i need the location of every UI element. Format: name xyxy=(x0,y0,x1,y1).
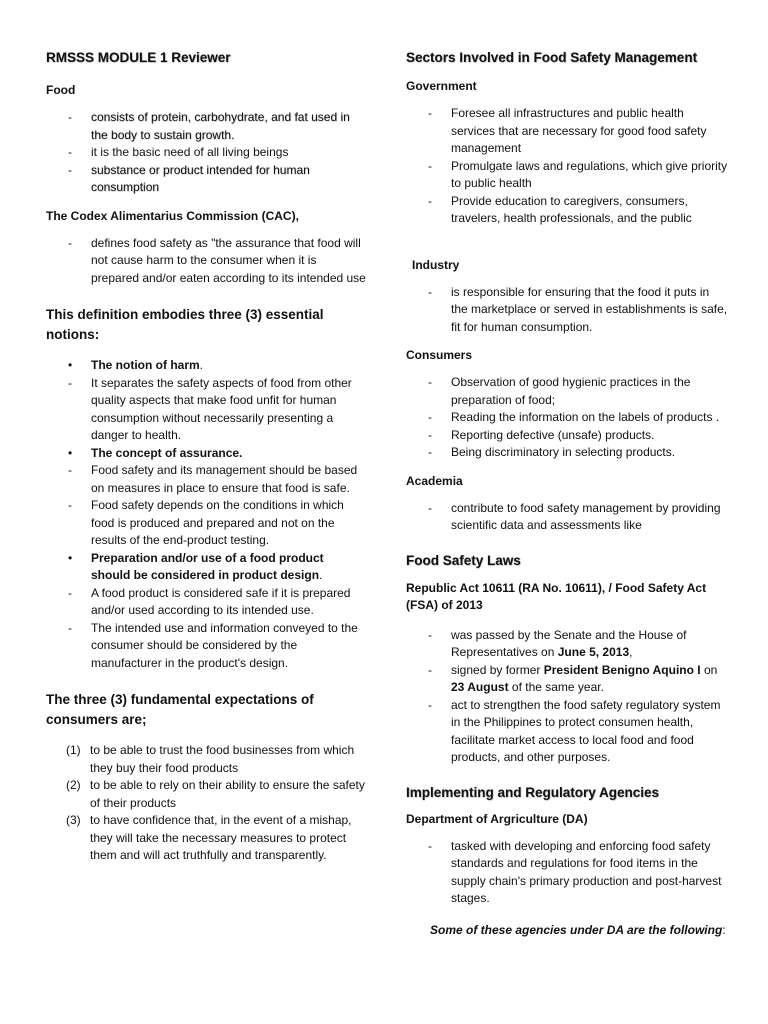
list-item xyxy=(406,697,728,767)
note-text: Some of these agencies under DA are the following xyxy=(430,922,723,937)
bullet-marker: • xyxy=(68,445,73,460)
list-item xyxy=(406,838,728,908)
dash-marker: - xyxy=(428,158,432,173)
bullet-marker: • xyxy=(68,358,73,372)
list-item xyxy=(406,193,728,228)
punctuation: , xyxy=(629,645,633,659)
dash-marker: - xyxy=(68,110,72,124)
da-under-note xyxy=(406,922,728,940)
notion-title: The notion of harm xyxy=(91,358,200,372)
punctuation: . xyxy=(319,568,323,582)
dash-marker: - xyxy=(68,235,72,250)
list-item-text: it is the basic need of all living beings xyxy=(91,145,289,159)
notion-title: The concept of assurance. xyxy=(91,445,243,460)
list-item-text: of the same year. xyxy=(508,680,604,694)
punctuation: . xyxy=(199,358,203,372)
list-item-text: to be able to rely on their ability to ensure the safety of their products xyxy=(90,778,365,810)
dash-marker: - xyxy=(428,375,432,389)
list-item-text: Reporting defective (unsafe) products. xyxy=(451,427,655,442)
list-item-text: was passed by the Senate and the House of Representatives on xyxy=(451,627,687,659)
list-item xyxy=(406,284,728,337)
list-item-text: Promulgate laws and regulations, which give priority to public health xyxy=(451,158,728,190)
list-item-text: Reading the information on the labels of products . xyxy=(451,410,720,424)
list-item xyxy=(46,144,366,162)
list-item xyxy=(46,812,366,865)
list-item-text: The intended use and information conveyed to the consumer should be considered by the manufacturer in the product's design. xyxy=(91,620,358,670)
list-item xyxy=(46,620,366,673)
list-item xyxy=(46,550,366,585)
government-list xyxy=(406,105,728,228)
sectors-heading: Sectors Involved in Food Safety Management xyxy=(406,50,698,65)
dash-marker: - xyxy=(68,375,72,390)
dash-marker: - xyxy=(428,445,432,459)
list-item xyxy=(46,357,366,375)
food-label: Food xyxy=(46,83,76,97)
list-item xyxy=(406,444,728,462)
list-item xyxy=(46,375,366,445)
academia-label: Academia xyxy=(406,473,463,488)
number-marker: (3) xyxy=(66,813,81,827)
dash-marker: - xyxy=(428,627,432,642)
da-list xyxy=(406,838,728,908)
list-item xyxy=(46,462,366,497)
food-list xyxy=(46,109,366,197)
number-marker: (2) xyxy=(66,778,81,792)
list-item xyxy=(406,158,728,193)
list-item-text: substance or product intended for human consumption xyxy=(91,162,310,194)
government-label: Government xyxy=(406,79,477,93)
dash-marker: - xyxy=(428,662,432,677)
list-item-text: Foresee all infrastructures and public health services that are necessary for good food safety management xyxy=(451,106,707,155)
date-text: 23 August xyxy=(451,680,509,694)
dash-marker: - xyxy=(428,500,432,515)
list-item-text: Food safety depends on the conditions in which food is produced and prepared and not on the results of the end-product testing. xyxy=(91,498,344,547)
list-item-text: act to strengthen the food safety regulatory system in the Philippines to protect consumen health, facilitate market access to local food and food products, and other purposes. xyxy=(451,697,721,764)
notions-heading: This definition embodies three (3) essential notions: xyxy=(46,307,324,342)
expectations-heading: The three (3) fundamental expectations of consumers are; xyxy=(46,692,314,727)
dash-marker: - xyxy=(428,697,432,712)
list-item xyxy=(46,445,366,463)
consumers-list xyxy=(406,374,728,462)
list-item-text: A food product is considered safe if it is prepared and/or used according to its intended use. xyxy=(91,585,351,617)
cac-list xyxy=(46,235,366,288)
expectations-list xyxy=(46,742,366,865)
dash-marker: - xyxy=(428,284,432,299)
dash-marker: - xyxy=(68,162,72,177)
ra-list xyxy=(406,627,728,767)
list-item xyxy=(46,162,366,197)
punctuation: : xyxy=(722,922,726,937)
industry-label: Industry xyxy=(412,257,460,272)
list-item-text: is responsible for ensuring that the food it puts in the marketplace or served in establishments is safe, fit for human consumption. xyxy=(451,284,728,334)
list-item xyxy=(46,585,366,620)
number-marker: (1) xyxy=(66,743,81,757)
name-text: President Benigno Aquino I xyxy=(543,662,701,677)
list-item-text: contribute to food safety management by providing scientific data and assessments like xyxy=(451,500,721,532)
list-item xyxy=(406,500,728,535)
cac-label: The Codex Alimentarius Commission (CAC), xyxy=(46,208,299,223)
list-item-text: consists of protein, carbohydrate, and fat used in the body to sustain growth. xyxy=(91,110,350,142)
list-item xyxy=(406,662,728,697)
dash-marker: - xyxy=(428,193,432,208)
list-item xyxy=(46,109,366,144)
academia-list xyxy=(406,500,728,535)
list-item xyxy=(46,777,366,812)
list-item-text: Being discriminatory in selecting products. xyxy=(451,445,676,459)
dash-marker: - xyxy=(68,620,72,635)
list-item xyxy=(406,374,728,409)
list-item-text: defines food safety as "the assurance that food will not cause harm to the consumer when it is prepared and/or eaten according to its intended use xyxy=(91,235,366,285)
left-column xyxy=(46,46,366,865)
list-item-text: signed by former xyxy=(451,662,544,677)
list-item xyxy=(46,235,366,288)
bullet-marker: • xyxy=(68,550,73,565)
list-item xyxy=(46,497,366,550)
notions-list xyxy=(46,357,366,672)
consumers-label: Consumers xyxy=(406,348,473,362)
list-item xyxy=(46,742,366,777)
list-item-text: on xyxy=(700,662,718,677)
right-column xyxy=(406,46,728,939)
list-item-text: to have confidence that, in the event of a mishap, they will take the necessary measures to protect them and will act truthfully and transparently. xyxy=(90,813,352,862)
industry-list xyxy=(406,284,728,337)
document-title: RMSSS MODULE 1 Reviewer xyxy=(46,50,231,65)
list-item xyxy=(406,105,728,158)
dash-marker: - xyxy=(68,463,72,477)
dash-marker: - xyxy=(428,427,432,442)
list-item-text: Provide education to caregivers, consumers, travelers, health professionals, and the public xyxy=(451,193,692,225)
list-item-text: It separates the safety aspects of food from other quality aspects that make food unfit for human consumption without necessarily presenting a danger to health. xyxy=(91,375,352,442)
dash-marker: - xyxy=(68,145,72,159)
list-item xyxy=(406,627,728,662)
da-label: Department of Argriculture (DA) xyxy=(406,811,588,826)
date-text: June 5, 2013 xyxy=(557,645,630,659)
list-item-text: tasked with developing and enforcing food safety standards and regulations for food items in the supply chain's primary production and post-harvest stages. xyxy=(451,838,722,905)
list-item xyxy=(406,427,728,445)
dash-marker: - xyxy=(68,585,72,600)
list-item-text: Food safety and its management should be based on measures in place to ensure that food is safe. xyxy=(91,463,358,495)
ra-label: Republic Act 10611 (RA No. 10611), / Food Safety Act (FSA) of 2013 xyxy=(406,580,707,612)
dash-marker: - xyxy=(428,106,432,120)
dash-marker: - xyxy=(428,838,432,853)
list-item xyxy=(406,409,728,427)
list-item-text: Observation of good hygienic practices in the preparation of food; xyxy=(451,375,691,407)
notion-title: Preparation and/or use of a food product should be considered in product design xyxy=(91,550,324,582)
dash-marker: - xyxy=(68,498,72,512)
agencies-heading: Implementing and Regulatory Agencies xyxy=(406,784,660,800)
laws-heading: Food Safety Laws xyxy=(406,552,521,568)
list-item-text: to be able to trust the food businesses from which they buy their food products xyxy=(90,743,355,775)
dash-marker: - xyxy=(428,410,432,424)
